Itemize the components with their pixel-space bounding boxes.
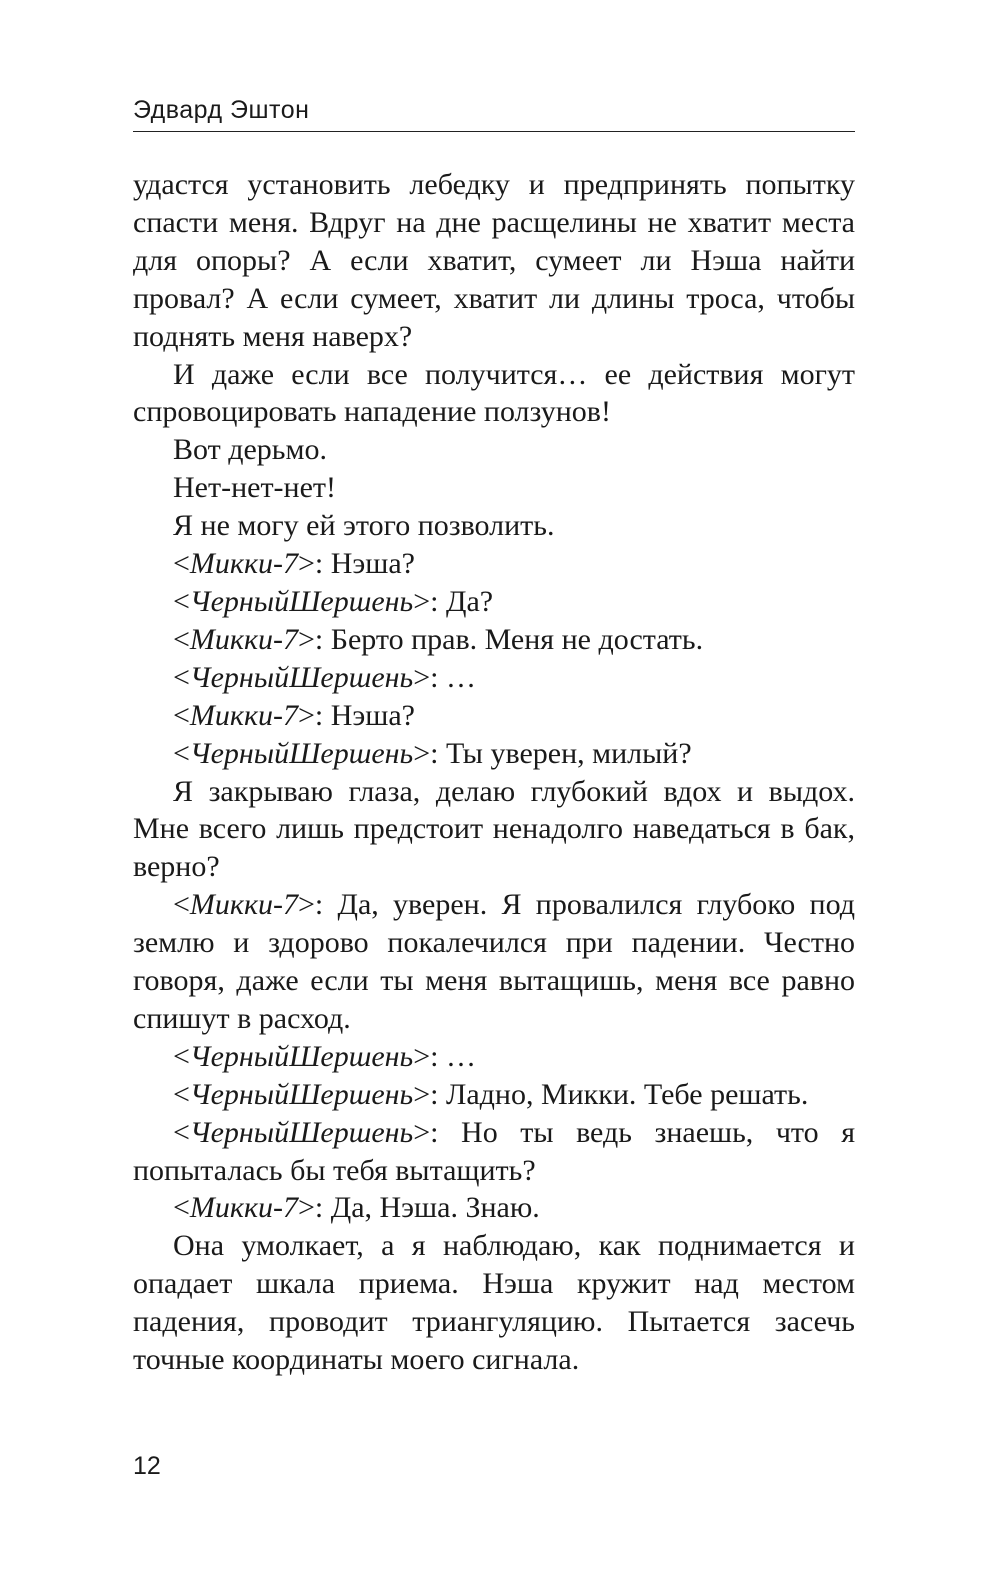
chat-line: <Микки-7>: Берто прав. Меня не достать. — [173, 622, 704, 656]
chat-message: : Да? — [430, 584, 494, 618]
body-text — [133, 166, 855, 1379]
chat-speaker: ЧерныйШершень — [189, 736, 414, 770]
chat-line: <ЧерныйШершень>: Ладно, Микки. Тебе решать. — [173, 1077, 809, 1111]
chat-speaker: Микки-7 — [189, 622, 298, 656]
paragraph: Она умолкает, а я наблюдаю, как поднимается и опадает шкала приема. Нэша кружит над местом падения, проводит триангуляцию. Пытается засечь точные координаты моего сигнала. — [133, 1229, 855, 1377]
chat-speaker: Микки-7 — [189, 888, 298, 922]
chat-speaker: Микки-7 — [189, 698, 298, 732]
paragraph: Вот дерьмо. — [173, 433, 327, 467]
paragraph: И даже если все получится… ее действия могут спровоцировать нападение ползунов! — [133, 357, 855, 429]
chat-speaker: ЧерныйШершень — [189, 660, 414, 694]
paragraph: Я закрываю глаза, делаю глубокий вдох и выдох. Мне всего лишь предстоит ненадолго наведаться в бак, верно? — [133, 774, 855, 884]
chat-message: : Да, Нэша. Знаю. — [314, 1191, 540, 1225]
chat-line: <ЧерныйШершень>: Да? — [173, 584, 494, 618]
chat-message: : Но ты ведь знаешь, что я попыталась бы тебя вытащить? — [133, 1115, 855, 1187]
chat-message: : Ты уверен, милый? — [430, 736, 692, 770]
chat-speaker: ЧерныйШершень — [189, 1115, 414, 1149]
chat-message: : Ладно, Микки. Тебе решать. — [430, 1077, 809, 1111]
chat-line: <ЧерныйШершень>: Но ты ведь знаешь, что я попыталась бы тебя вытащить? — [133, 1115, 855, 1187]
running-head: Эдвард Эштон — [133, 96, 310, 124]
chat-speaker: ЧерныйШершень — [189, 1077, 414, 1111]
page-number: 12 — [133, 1452, 161, 1480]
chat-speaker: ЧерныйШершень — [189, 584, 414, 618]
chat-message: : Нэша? — [314, 547, 415, 581]
chat-line: <ЧерныйШершень>: … — [173, 1039, 476, 1073]
chat-message: : … — [430, 1039, 476, 1073]
chat-message: : … — [430, 660, 476, 694]
chat-speaker: ЧерныйШершень — [189, 1039, 414, 1073]
paragraph: Нет-нет-нет! — [173, 471, 337, 505]
chat-line: <Микки-7>: Нэша? — [173, 547, 415, 581]
chat-message: : Берто прав. Меня не достать. — [314, 622, 704, 656]
chat-line: <ЧерныйШершень>: … — [173, 660, 476, 694]
chat-line: <Микки-7>: Да, Нэша. Знаю. — [173, 1191, 540, 1225]
chat-line: <Микки-7>: Да, уверен. Я провалился глубоко под землю и здорово покалечился при падении. Честно говоря, даже если ты меня вытащишь, меня все равно спишут в расход. — [133, 888, 855, 1035]
chat-line: <ЧерныйШершень>: Ты уверен, милый? — [173, 736, 692, 770]
chat-message: : Да, уверен. Я провалился глубоко под землю и здорово покалечился при падении. Честно говоря, даже если ты меня вытащишь, меня все равно спишут в расход. — [133, 888, 855, 1035]
header-rule — [133, 131, 855, 132]
chat-speaker: Микки-7 — [189, 1191, 298, 1225]
paragraph: удастся установить лебедку и предпринять попытку спасти меня. Вдруг на дне расщелины не хватит места для опоры? А если хватит, сумеет ли Нэша найти провал? А если сумеет, хватит ли длины троса, чтобы поднять меня наверх? — [133, 168, 855, 353]
chat-line: <Микки-7>: Нэша? — [173, 698, 415, 732]
chat-speaker: Микки-7 — [189, 547, 298, 581]
paragraph: Я не могу ей этого позволить. — [173, 509, 555, 543]
chat-message: : Нэша? — [314, 698, 415, 732]
